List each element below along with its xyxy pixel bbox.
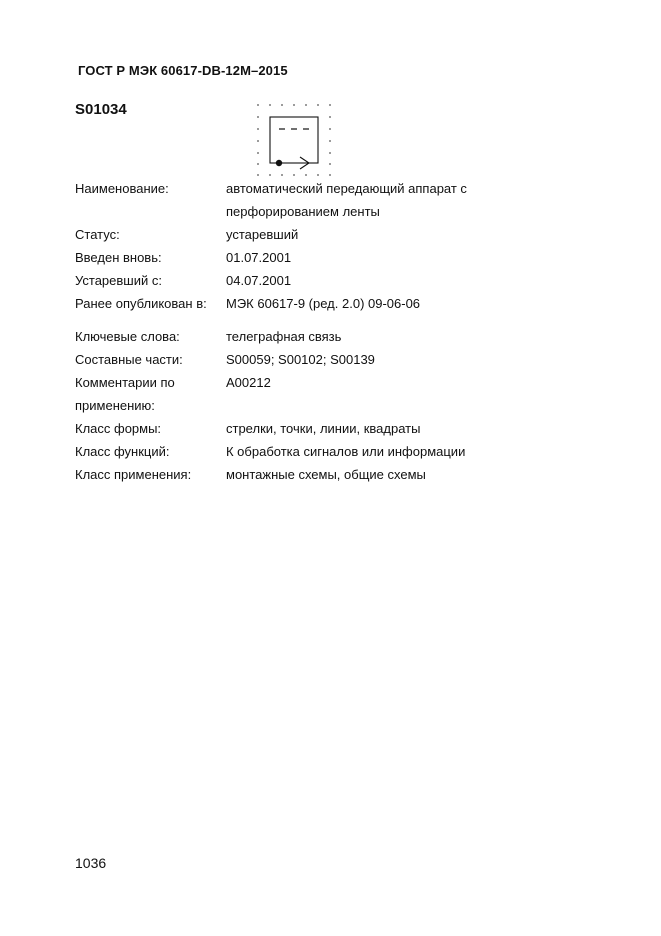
tape-perforation-transmitter-icon bbox=[250, 98, 340, 182]
page-number: 1036 bbox=[75, 855, 107, 871]
symbol-code: S01034 bbox=[75, 101, 127, 118]
document-header: ГОСТ Р МЭК 60617-DB-12M–2015 bbox=[78, 63, 288, 78]
